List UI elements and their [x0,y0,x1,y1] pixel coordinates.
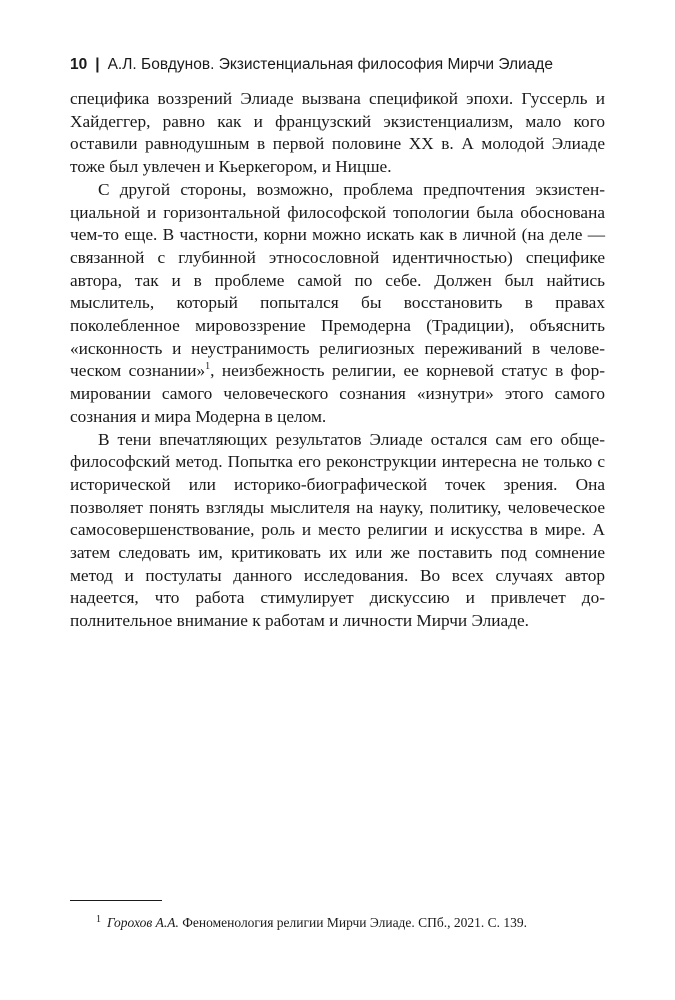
footnote [96,915,527,931]
paragraph-1 [70,88,605,179]
footnote-author: Горохов А.А. [107,915,179,930]
header-separator: | [95,56,100,73]
paragraph-text: , неизбежность религии, ее корневой статус в формировании самого человеческого сознания «изнутри» этого самого сознания и мира Модерна в целом. [70,361,605,426]
running-header [70,56,553,74]
paragraph-2 [70,179,605,429]
paragraph-text: В тени впечатляющих результатов Элиаде остался сам его общефилософский метод. Попытка его реконструкции интересна не только с исторической или историко-биографической точек зрения. Она позволяет понять взгляды мыслителя на науку, политику, человеческое самосовершенствование, роль и место религии и искусства в мире. А затем следовать им, критиковать их или же поставить под сомнение метод и постулаты данного исследования. Во всех случаях автор надеется, что работа стимулирует дискуссию и привлечет дополнительное внимание к работам и личности Мирчи Элиаде. [70,429,605,631]
running-title: А.Л. Бовдунов. Экзистенциальная философия Мирчи Элиаде [107,56,553,73]
footnote-divider [70,900,162,901]
footnote-reference[interactable]: 1 [205,361,211,373]
footnote-marker: 1 [96,913,101,925]
main-text [70,88,605,633]
footnote-text: Феноменология религии Мирчи Элиаде. СПб., 2021. С. 139. [178,915,528,930]
paragraph-3 [70,429,605,633]
paragraph-text: специфика воззрений Элиаде вызвана спецификой эпохи. Гуссерль и Хайдеггер, равно как и французский экзистенциализм, мало кого оставили равнодушным в первой половине XX в. А молодой Элиаде тоже был увлечен и Кьеркегором, и Ницше. [70,89,605,177]
page-number: 10 [70,56,88,73]
paragraph-text: С другой стороны, возможно, проблема предпочтения экзистенциальной и горизонтальной философской топологии была обоснована чем-то еще. В частности, корни можно искать как в личной (на деле — связанной с глубинной этносословной идентичностью) специфике автора, так и в проблеме самой по себе. Должен был найтись мыслитель, который попытался бы восстановить в правах поколебленное мировоззрение Премодерна (Традиции), объяснить «исконность и неустранимость религиозных переживаний в человеческом сознании» [70,179,605,381]
